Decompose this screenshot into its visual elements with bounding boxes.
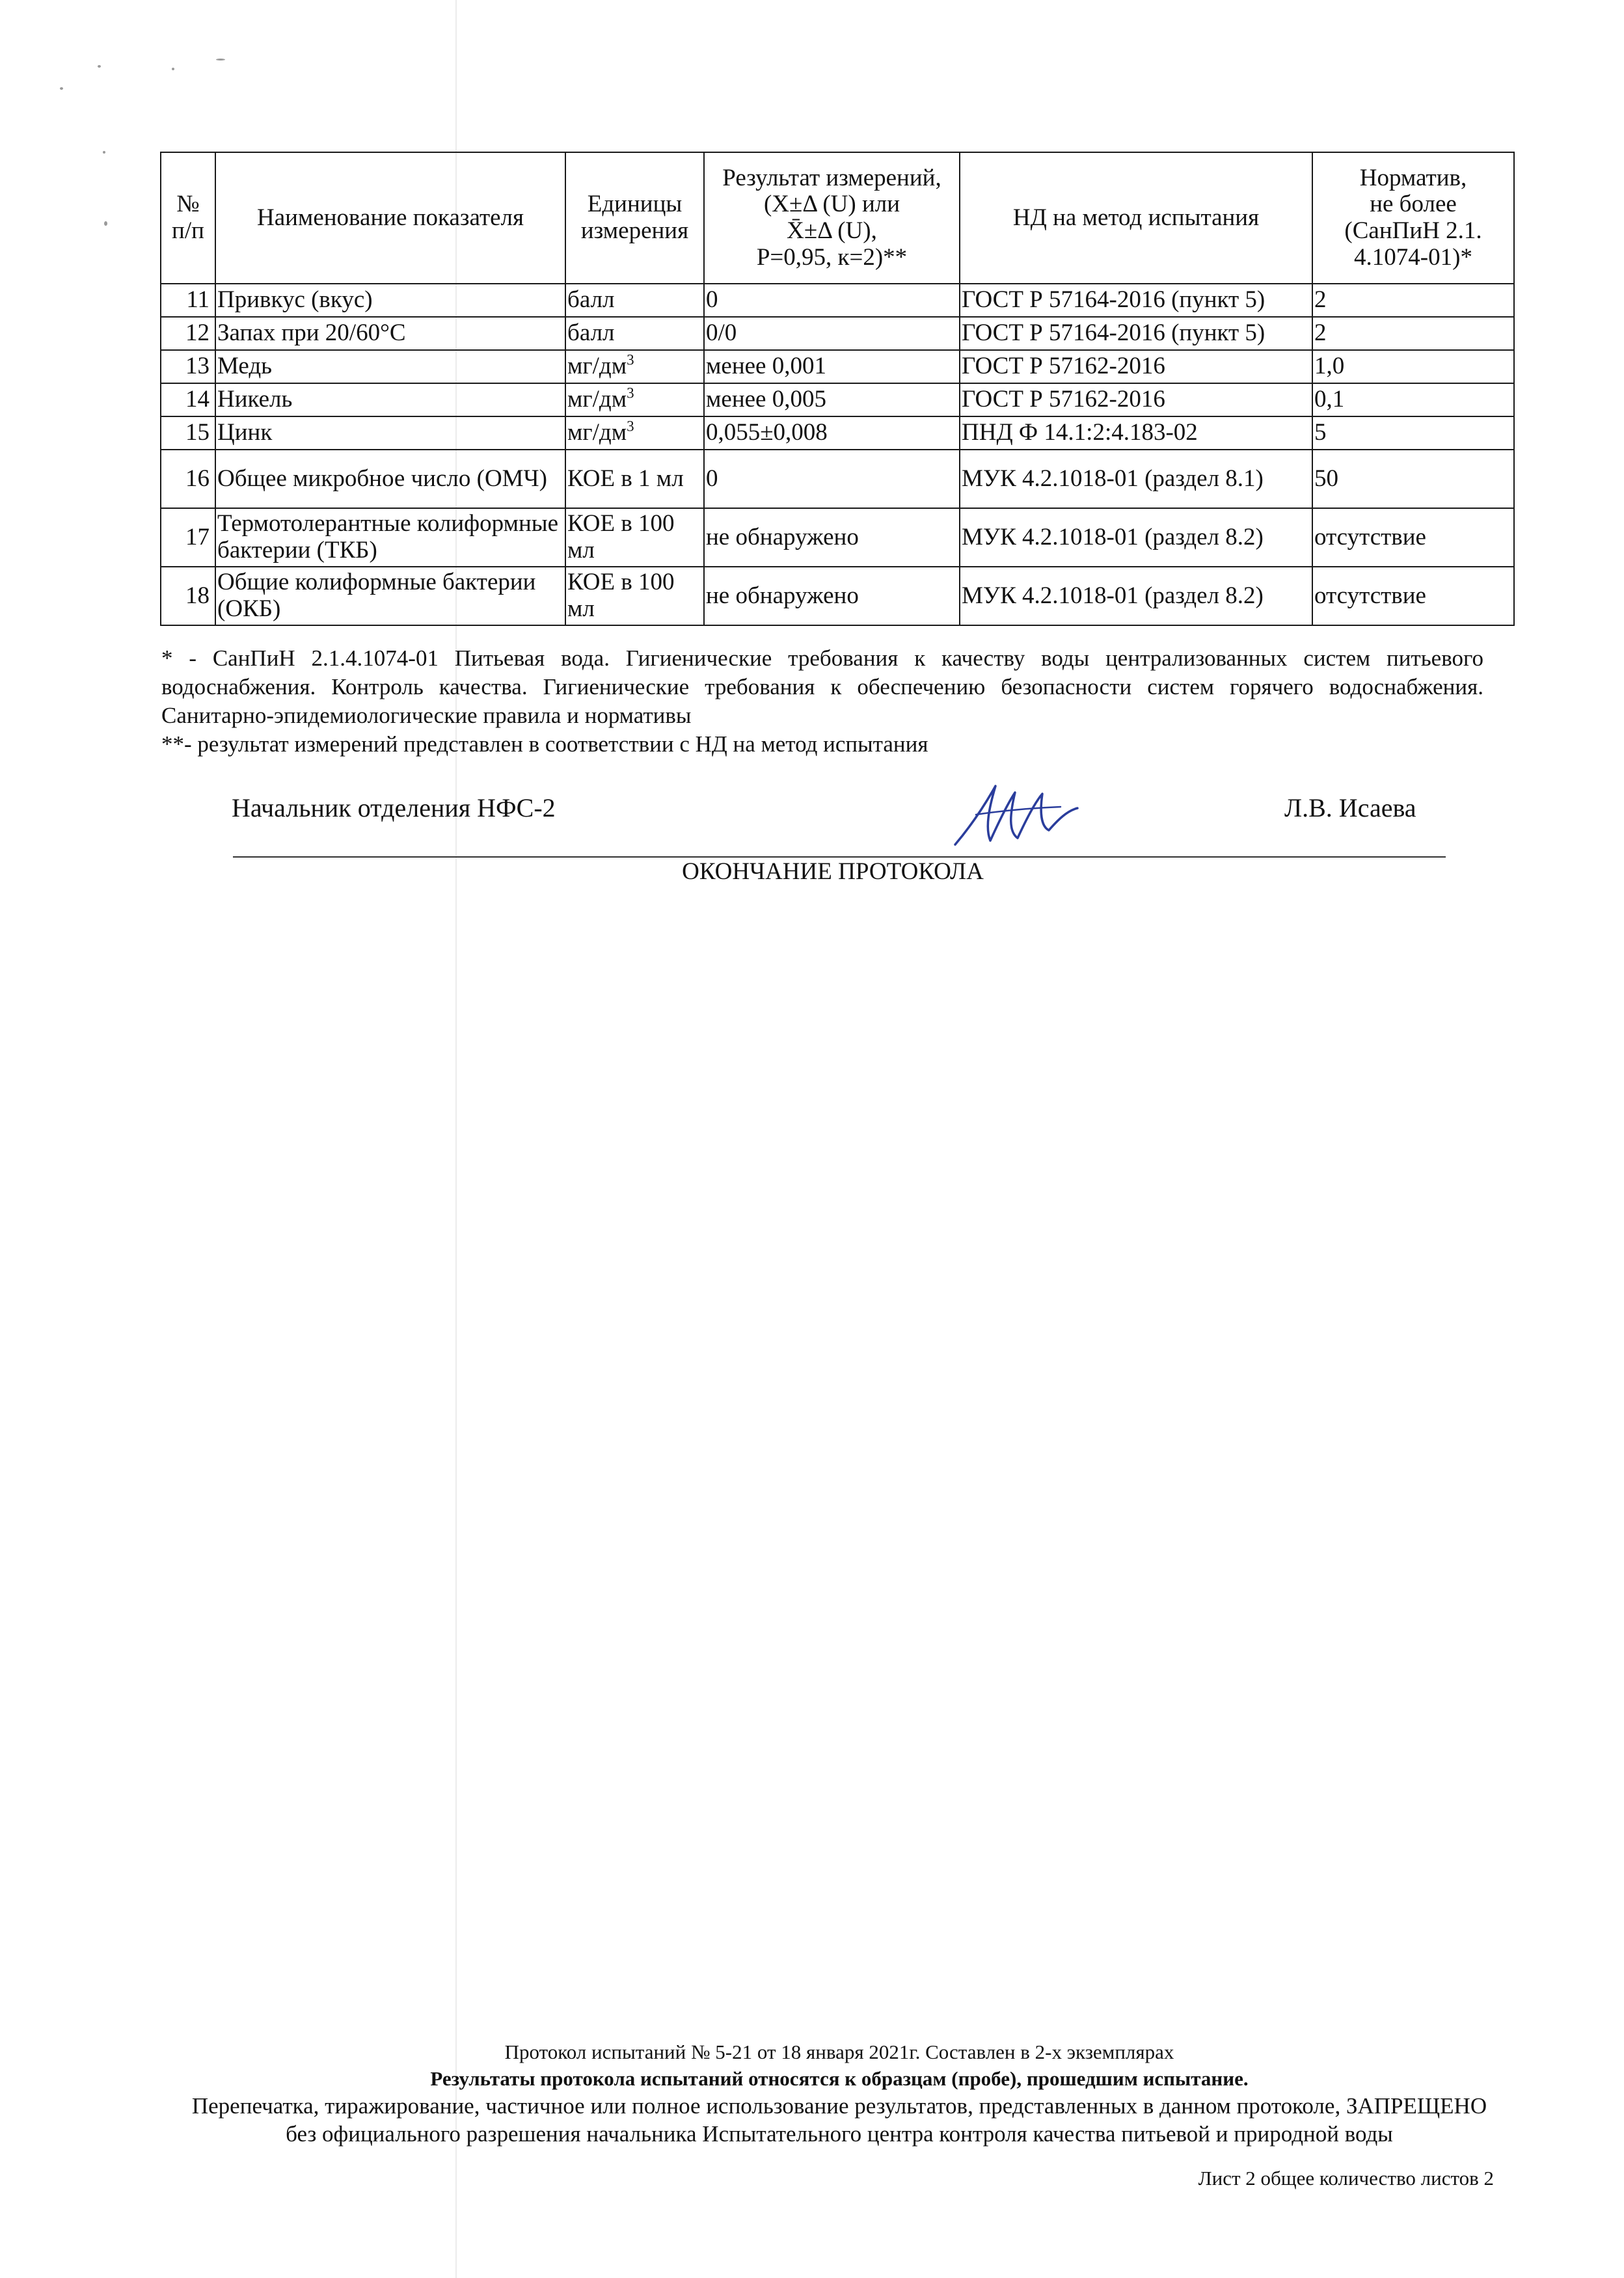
unit-text: балл: [567, 286, 615, 314]
row-result: 0/0: [704, 317, 960, 350]
row-indicator-name: Цинк: [215, 416, 565, 450]
footnote-sanpin: * - СанПиН 2.1.4.1074-01 Питьевая вода. Гигиенические требования к качеству воды централизованных систем питьевого водоснабжения. Контроль качества. Гигиенические требования к обеспечению безопасности систем горячего водоснабжения. Санитарно-эпидемиологические правила и нормативы: [161, 645, 1483, 728]
header-method: НД на метод испытания: [960, 152, 1312, 284]
row-indicator-name: Общие колиформные бактерии (ОКБ): [215, 567, 565, 625]
header-result-line: P=0,95, к=2)**: [756, 243, 908, 271]
row-method: ГОСТ Р 57164-2016 (пункт 5): [960, 284, 1312, 317]
row-unit: [565, 508, 704, 567]
unit-superscript: 3: [627, 418, 634, 435]
row-indicator-name: Медь: [215, 350, 565, 383]
header-result-line: (Х±Δ (U) или: [763, 191, 900, 218]
row-num: 12: [161, 317, 215, 350]
row-result: 0: [704, 450, 960, 508]
signatory-name: Л.В. Исаева: [1284, 793, 1416, 822]
page-footer: [189, 2039, 1490, 2148]
header-result-line: X̄±Δ (U),: [787, 217, 877, 244]
row-result: 0,055±0,008: [704, 416, 960, 450]
row-num: 11: [161, 284, 215, 317]
unit-text: мг/дм: [567, 353, 627, 380]
protocol-reference: Протокол испытаний № 5-21 от 18 января 2021г. Составлен в 2-х экземплярах: [504, 2041, 1174, 2063]
header-norm-line: не более: [1370, 191, 1457, 218]
reproduction-warning: Перепечатка, тиражирование, частичное или полное использование результатов, представленных в данном протоколе, ЗАПРЕЩЕНО без официального разрешения начальника Испытательного центра контроля качества питьевой и природной воды: [191, 2093, 1487, 2147]
results-table: [160, 152, 1515, 626]
table-header-row: [161, 152, 1514, 284]
scan-speck: [216, 59, 225, 61]
row-num: 15: [161, 416, 215, 450]
row-result: менее 0,001: [704, 350, 960, 383]
header-indicator-name: Наименование показателя: [215, 152, 565, 284]
end-of-protocol: ОКОНЧАНИЕ ПРОТОКОЛА: [682, 858, 984, 885]
unit-text: мг/дм: [567, 419, 627, 446]
results-scope-note: Результаты протокола испытаний относятся к образцам (пробе), прошедшим испытание.: [430, 2067, 1249, 2090]
header-norm: [1312, 152, 1514, 284]
row-indicator-name: Никель: [215, 383, 565, 416]
footnote-result: **- результат измерений представлен в соответствии с НД на метод испытания: [161, 731, 928, 757]
row-num: 18: [161, 567, 215, 625]
row-unit: [565, 284, 704, 317]
row-method: МУК 4.2.1018-01 (раздел 8.2): [960, 508, 1312, 567]
row-unit: [565, 416, 704, 450]
scan-speck: [103, 151, 105, 154]
footnotes: [161, 644, 1483, 759]
table-row: [161, 284, 1514, 317]
row-indicator-name: Запах при 20/60°С: [215, 317, 565, 350]
row-norm: 1,0: [1312, 350, 1514, 383]
row-method: МУК 4.2.1018-01 (раздел 8.2): [960, 567, 1312, 625]
unit-text: КОЕ в 100 мл: [567, 569, 675, 622]
header-result: [704, 152, 960, 284]
row-num: 17: [161, 508, 215, 567]
scan-speck: [172, 68, 174, 70]
row-method: ГОСТ Р 57162-2016: [960, 350, 1312, 383]
row-num: 14: [161, 383, 215, 416]
row-num: 16: [161, 450, 215, 508]
row-unit: [565, 350, 704, 383]
row-norm: 50: [1312, 450, 1514, 508]
handwritten-signature: [950, 774, 1080, 852]
row-norm: 2: [1312, 284, 1514, 317]
row-norm: 5: [1312, 416, 1514, 450]
unit-text: балл: [567, 319, 615, 347]
unit-text: КОЕ в 100 мл: [567, 510, 675, 563]
row-indicator-name: Термотолерантные колиформные бактерии (ТКБ): [215, 508, 565, 567]
row-unit: [565, 567, 704, 625]
row-method: ГОСТ Р 57162-2016: [960, 383, 1312, 416]
header-unit: Единицы измерения: [565, 152, 704, 284]
table-row: [161, 383, 1514, 416]
row-indicator-name: Общее микробное число (ОМЧ): [215, 450, 565, 508]
row-unit: [565, 383, 704, 416]
row-method: МУК 4.2.1018-01 (раздел 8.1): [960, 450, 1312, 508]
signatory-title: Начальник отделения НФС-2: [232, 793, 556, 822]
row-unit: [565, 317, 704, 350]
sheet-counter: Лист 2 общее количество листов 2: [1198, 2167, 1494, 2190]
scan-speck: [60, 87, 63, 90]
scan-speck: [98, 65, 101, 68]
table-row: [161, 567, 1514, 625]
table-row: [161, 450, 1514, 508]
row-norm: 0,1: [1312, 383, 1514, 416]
unit-superscript: 3: [627, 351, 634, 368]
header-norm-line: Норматив,: [1359, 164, 1467, 191]
header-num: № п/п: [161, 152, 215, 284]
row-norm: отсутствие: [1312, 567, 1514, 625]
header-norm-line: 4.1074-01)*: [1354, 243, 1472, 271]
row-num: 13: [161, 350, 215, 383]
table-row: [161, 416, 1514, 450]
table-row: [161, 350, 1514, 383]
row-result: 0: [704, 284, 960, 317]
row-method: ГОСТ Р 57164-2016 (пункт 5): [960, 317, 1312, 350]
table-row: [161, 508, 1514, 567]
table-row: [161, 317, 1514, 350]
row-unit: [565, 450, 704, 508]
unit-superscript: 3: [627, 385, 634, 401]
row-result: не обнаружено: [704, 567, 960, 625]
header-result-line: Результат измерений,: [722, 164, 941, 191]
row-result: менее 0,005: [704, 383, 960, 416]
row-indicator-name: Привкус (вкус): [215, 284, 565, 317]
row-method: ПНД Ф 14.1:2:4.183-02: [960, 416, 1312, 450]
row-norm: 2: [1312, 317, 1514, 350]
header-norm-line: (СанПиН 2.1.: [1344, 217, 1482, 244]
scan-speck: [104, 221, 107, 226]
unit-text: КОЕ в 1 мл: [567, 465, 684, 492]
unit-text: мг/дм: [567, 386, 627, 413]
row-result: не обнаружено: [704, 508, 960, 567]
row-norm: отсутствие: [1312, 508, 1514, 567]
